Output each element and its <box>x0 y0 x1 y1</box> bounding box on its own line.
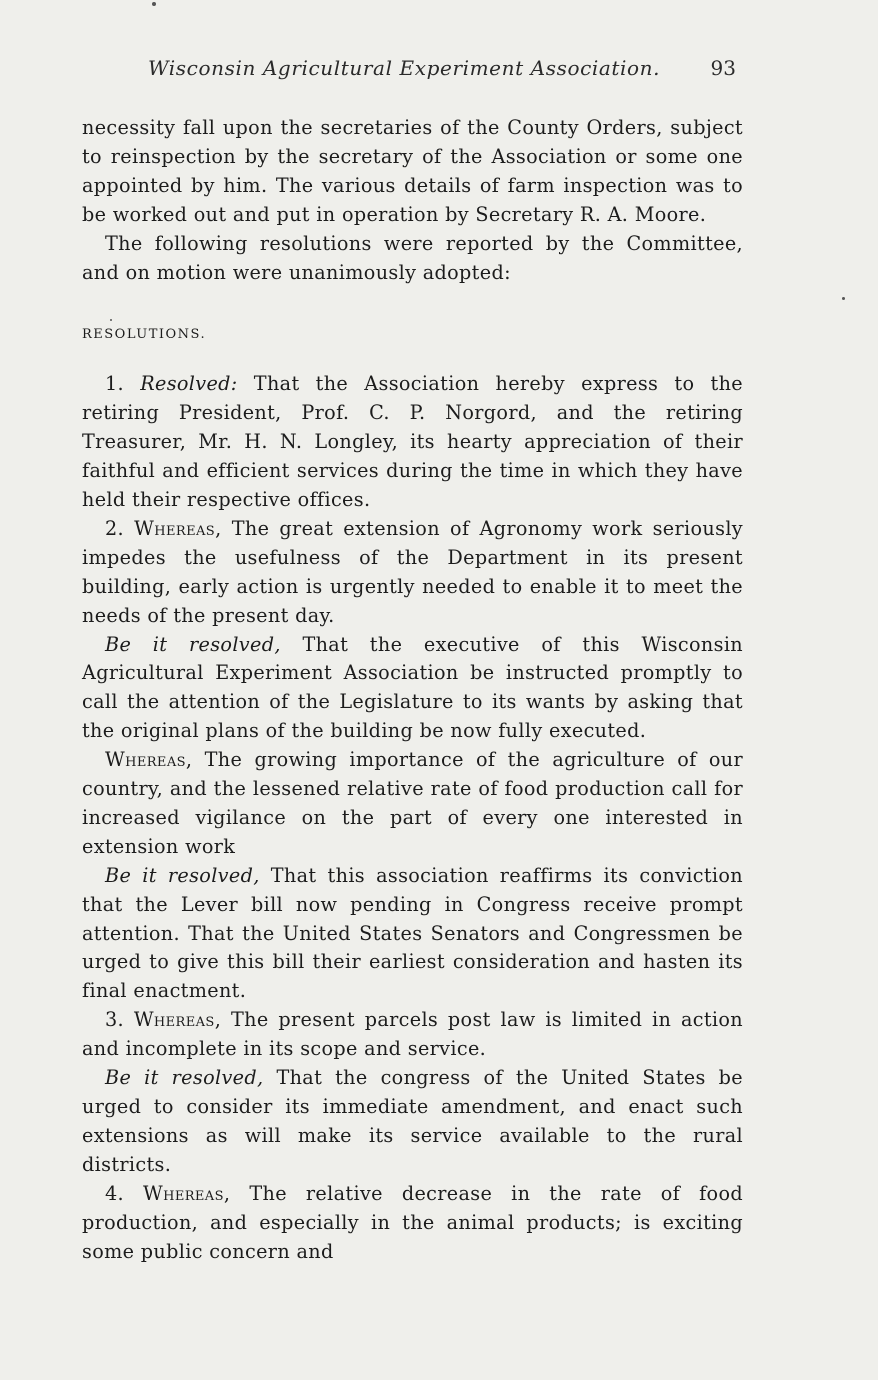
resolution-2-whereas <box>82 746 743 862</box>
body-text <box>82 114 743 1266</box>
resolution-text: That this association reaffirms its conviction that the Lever bill now pending in Congress receive prompt attention. That the United States Senators and Congressmen be urged to give this bill their earliest consideration and hasten its final enactment. <box>82 863 744 1003</box>
paragraph-continuation: necessity fall upon the secretaries of the County Orders, subject to reinspection by the secretary of the Association or some one appointed by him. The various details of farm inspection was to be worked out and put in operation by Secretary R. A. Moore. <box>82 116 743 226</box>
section-heading: RESOLUTIONS. <box>82 327 207 343</box>
resolution-text: That the congress of the United States be urged to consider its immediate amendment, and enact such extensions as will make its service available to the rural districts. <box>82 1066 744 1176</box>
resolved-lead: Be it resolved, <box>105 1066 264 1090</box>
resolution-text: The relative decrease in the rate of food production, and especially in the animal products; is exciting some public concern and <box>82 1181 743 1263</box>
print-speck <box>842 297 845 300</box>
resolution-2-resolved-second <box>82 862 743 1007</box>
resolution-4 <box>82 1180 743 1267</box>
print-speck <box>152 2 156 6</box>
resolution-3-resolved <box>82 1064 743 1180</box>
resolution-1 <box>82 370 743 515</box>
resolved-lead: Be it resolved, <box>105 863 260 887</box>
resolution-text: The great extension of Agronomy work seriously impedes the usefulness of the Department in its present building, early action is urgently needed to enable it to meet the needs of the present day. <box>82 516 743 627</box>
resolution-text: That the Association hereby express to the retiring President, Prof. C. P. Norgord, and the retiring Treasurer, Mr. H. N. Longley, its hearty appreciation of their faithful and efficient services during the time in which they have held their respective offices. <box>82 372 744 511</box>
resolution-text: The present parcels post law is limited in action and incomplete in its scope and service. <box>82 1008 744 1061</box>
resolved-lead: Be it resolved, <box>105 632 281 656</box>
paragraph-intro: The following resolutions were reported by the Committee, and on motion were unanimously adopted: <box>82 231 743 284</box>
page-number: 93 <box>710 56 736 80</box>
resolution-number: 1. <box>105 372 125 396</box>
running-header-title: Wisconsin Agricultural Experiment Association. <box>148 56 661 80</box>
resolution-number: 4. <box>105 1181 125 1205</box>
whereas-lead: Whereas, <box>133 1008 222 1032</box>
resolution-2 <box>82 515 743 631</box>
resolution-number: 3. <box>105 1008 125 1032</box>
resolution-number: 2. <box>105 516 125 540</box>
resolution-text: That the executive of this Wisconsin Agricultural Experiment Association be instructed promptly to call the attention of the Legislature to its wants by asking that the original plans of the building be now fully executed. <box>82 632 744 743</box>
resolution-text: The growing importance of the agriculture of our country, and the lessened relative rate of food production call for increased vigilance on the part of every one interested in extension work <box>82 748 743 858</box>
running-header <box>148 56 748 80</box>
whereas-lead: Whereas, <box>134 516 222 540</box>
resolution-lead: Resolved: <box>140 372 238 396</box>
whereas-lead: Whereas, <box>105 748 193 772</box>
resolution-2-resolved <box>82 631 743 747</box>
resolution-3 <box>82 1006 743 1064</box>
whereas-lead: Whereas, <box>142 1181 231 1205</box>
